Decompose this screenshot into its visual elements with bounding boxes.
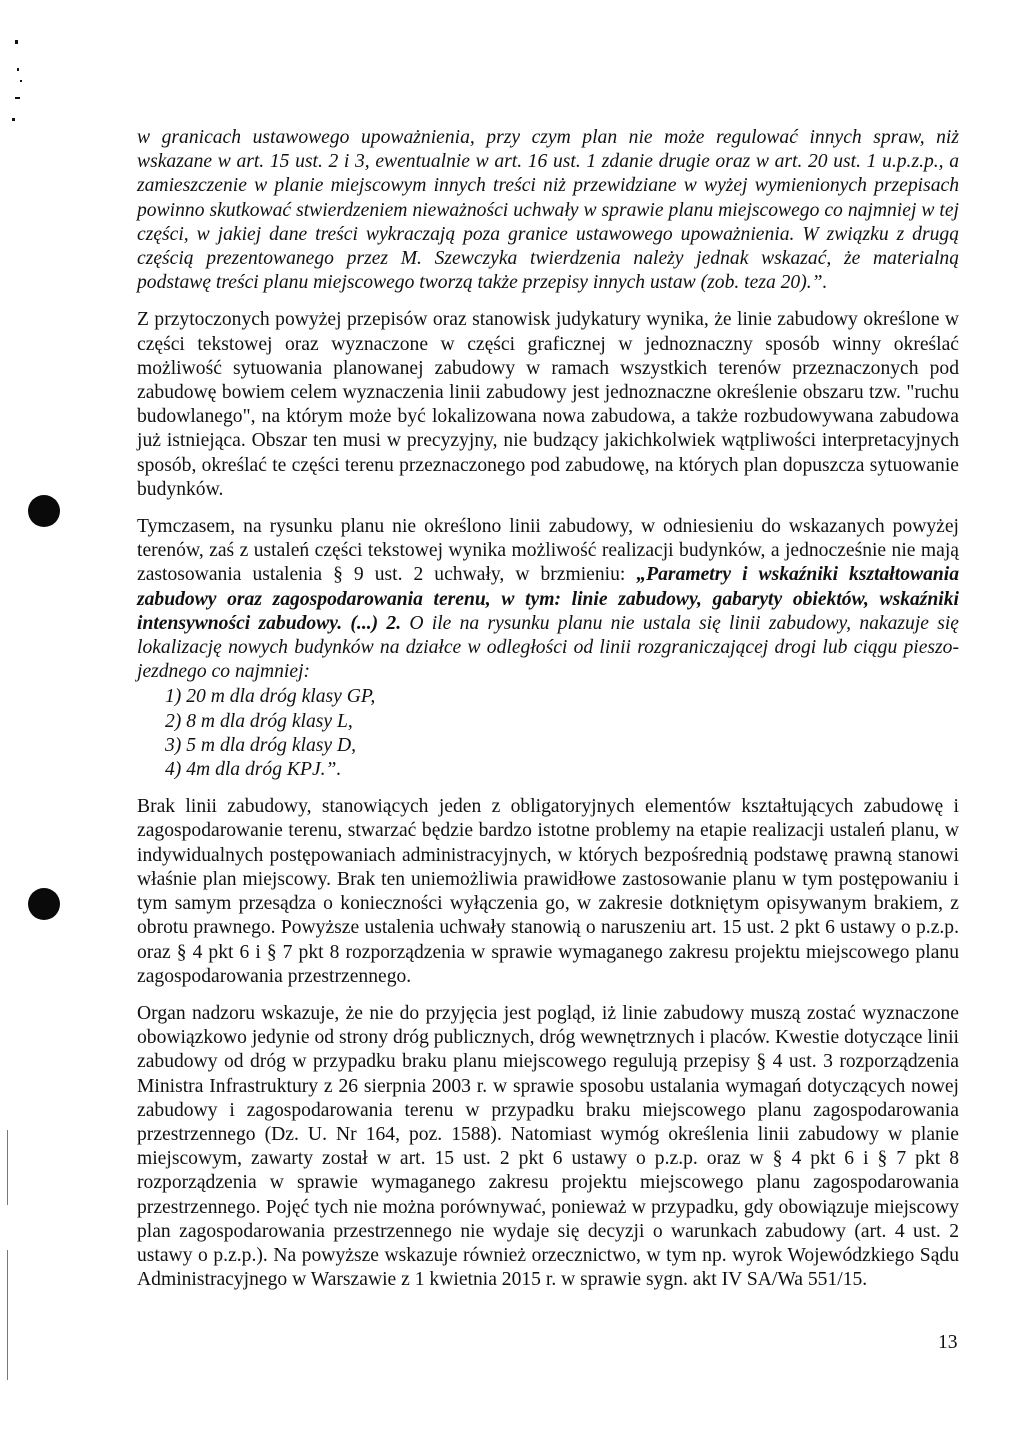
paragraph-linie-zabudowy: Z przytoczonych powyżej przepisów oraz stanowisk judykatury wynika, że linie zabudowy określone w części tekstowej oraz wyznaczone w części graficznej w jednoznaczny sposób winny określać możliwość sytuowania planowanej zabudowy w ramach wszystkich terenów przeznaczonych pod zabudowę bowiem celem wyznaczenia linii zabudowy jest jednoznaczne określenie obszaru tzw. "ruchu budowlanego", na którym może być lokalizowana nowa zabudowa, a także rozbudowywana zabudowa już istniejąca. Obszar ten musi w precyzyjny, nie budzący jakichkolwiek wątpliwości interpretacyjnych sposób, określać te części terenu przeznaczonego pod zabudowę, na których plan dopuszcza sytuowanie budynków. bbox=[137, 309, 959, 500]
list-item: 2) 8 m dla dróg klasy L, bbox=[165, 710, 353, 732]
scan-mark bbox=[17, 68, 19, 71]
paragraph-intro: Tymczasem, na rysunku planu nie określono linii zabudowy, w odniesieniu do wskazanych powyżej terenów, zaś z ustaleń części tekstowej wynika możliwość realizacji budynków, a jednocześnie nie mają zastosowania ustalenia § 9 ust. 2 uchwały, w brzmieniu: bbox=[137, 516, 959, 586]
list-item: 3) 5 m dla dróg klasy D, bbox=[165, 734, 357, 756]
scan-mark bbox=[12, 118, 15, 121]
paragraph-brak-linii: Brak linii zabudowy, stanowiących jeden z obligatoryjnych elementów kształtujących zabudowę i zagospodarowanie terenu, stwarzać będzie bardzo istotne problemy na etapie realizacji ustaleń planu, w indywidualnych postępowaniach administracyjnych, w których bezpośrednią podstawę prawną stanowi właśnie plan miejscowy. Brak ten uniemożliwia prawidłowe zastosowanie planu w tym postępowaniu i tym samym przesądza o konieczności wyłączenia go, w zakresie dotkniętym opisywanym brakiem, z obrotu prawnego. Powyższe ustalenia uchwały stanowią o naruszeniu art. 15 ust. 2 pkt 6 ustawy o p.z.p. oraz § 4 pkt 6 i § 7 pkt 8 rozporządzenia w sprawie wymaganego zakresu projektu miejscowego planu zagospodarowania przestrzennego. bbox=[137, 796, 959, 987]
binder-hole-icon bbox=[28, 888, 60, 920]
distance-list bbox=[137, 685, 959, 782]
scan-mark bbox=[15, 40, 18, 44]
binder-hole-icon bbox=[28, 495, 60, 527]
paragraph-organ-nadzoru: Organ nadzoru wskazuje, że nie do przyjęcia jest pogląd, iż linie zabudowy muszą zostać wyznaczone obowiązkowo jedynie od strony dróg publicznych, dróg wewnętrznych i placów. Kwestie dotyczące linii zabudowy od dróg w przypadku braku planu miejscowego regulują przepisy § 4 ust. 3 rozporządzenia Ministra Infrastruktury z 26 sierpnia 2003 r. w sprawie sposobu ustalania wymagań dotyczących nowej zabudowy i zagospodarowania terenu w przypadku braku miejscowego planu zagospodarowania przestrzennego (Dz. U. Nr 164, poz. 1588). Natomiast wymóg określenia linii zabudowy w planie miejscowym, zawarty został w art. 15 ust. 2 pkt 6 ustawy o p.z.p. oraz w § 4 pkt 6 i § 7 pkt 8 rozporządzenia w sprawie wymaganego zakresu projektu miejscowego planu zagospodarowania przestrzennego. Pojęć tych nie można porównywać, ponieważ w przypadku, gdy obowiązuje miejscowy plan zagospodarowania przestrzennego nie wydaje się decyzji o warunkach zabudowy (art. 4 ust. 2 ustawy o p.z.p.). Na powyższe wskazuje również orzecznictwo, w tym np. wyrok Wojewódzkiego Sądu Administracyjnego w Warszawie z 1 kwietnia 2015 r. w sprawie sygn. akt IV SA/Wa 551/15. bbox=[137, 1002, 959, 1291]
italic-quote: O ile na rysunku planu nie ustala się linii zabudowy, nakazuje się lokalizację nowych budynków na działce w odległości od linii rozgraniczającej drogi lub ciągu pieszo-jezdnego co najmniej: bbox=[137, 612, 960, 683]
page-number: 13 bbox=[938, 1332, 958, 1353]
list-item: 1) 20 m dla dróg klasy GP, bbox=[165, 686, 376, 708]
bold-quote: „Parametry i wskaźniki kształtowania zabudowy oraz zagospodarowania terenu, w tym: linie zabudowy, gabaryty obiektów, wskaźniki intensywności zabudowy. (...) 2. bbox=[137, 564, 959, 634]
scan-edge-line bbox=[7, 1130, 8, 1205]
document-body bbox=[137, 126, 959, 1292]
list-item: 4) 4m dla dróg KPJ.”. bbox=[165, 759, 342, 781]
scan-mark bbox=[20, 80, 22, 82]
scan-edge-line bbox=[7, 1250, 8, 1380]
scan-mark bbox=[15, 97, 20, 99]
quote-paragraph: w granicach ustawowego upoważnienia, przy czym plan nie może regulować innych spraw, niż wskazane w art. 15 ust. 2 i 3, ewentualnie w art. 16 ust. 1 zdanie drugie oraz w art. 20 ust. 1 u.p.z.p., a zamieszczenie w planie miejscowym innych treści niż przewidziane w wyżej wymienionych przepisach powinno skutkować stwierdzeniem nieważności uchwały w sprawie planu miejscowego co najmniej w tej części, w jakiej dane treści wykraczają poza granice ustawowego upoważnienia. W związku z drugą częścią prezentowanego przez M. Szewczyka twierdzenia należy jednak wskazać, że materialną podstawę treści planu miejscowego tworzą także przepisy innych ustaw (zob. teza 20).”. bbox=[137, 127, 959, 294]
paragraph-tymczasem bbox=[137, 515, 959, 684]
